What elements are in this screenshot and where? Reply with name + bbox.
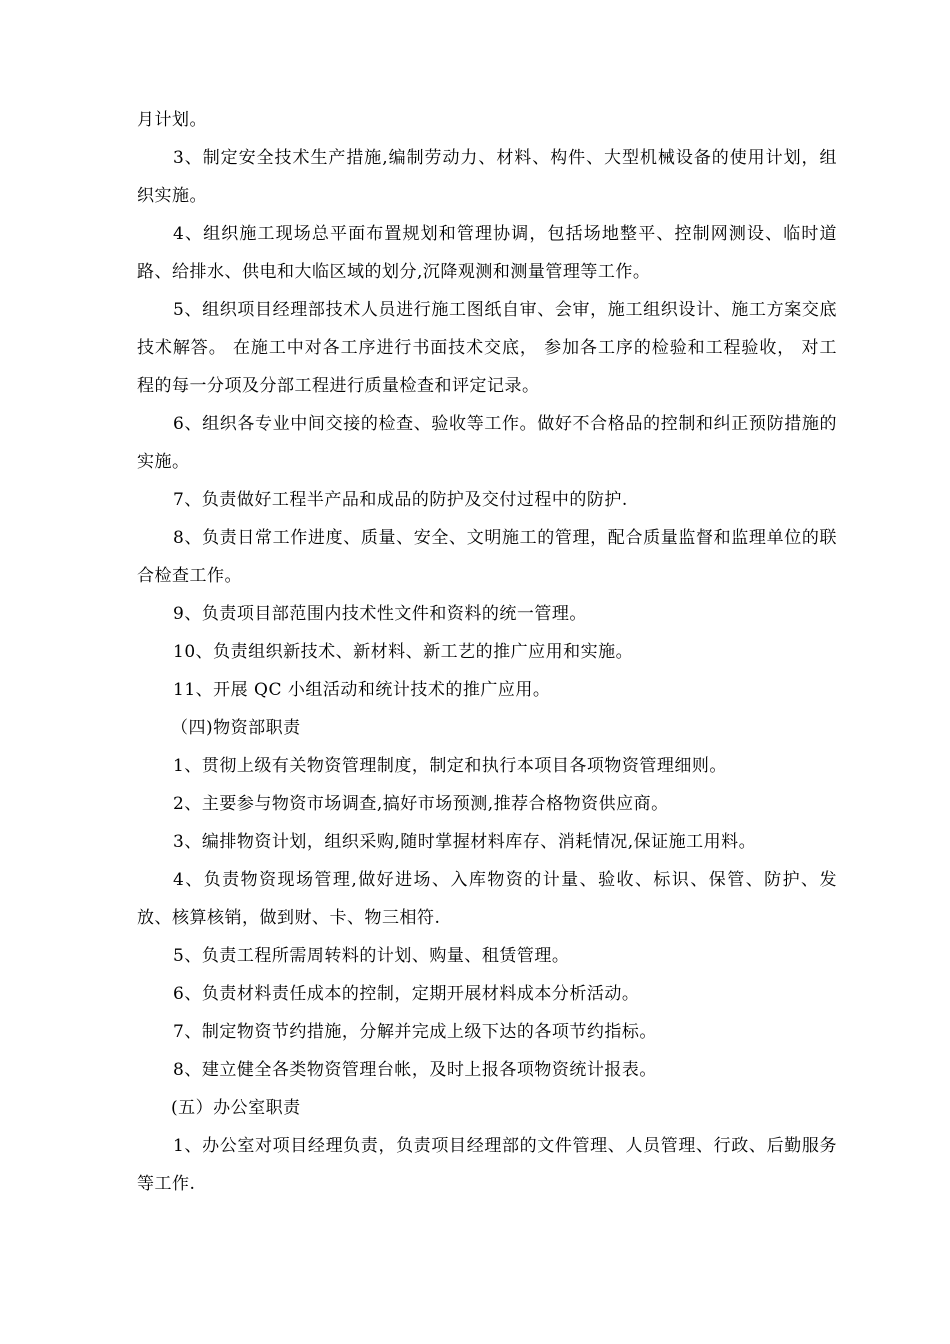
paragraph-item-9: 9、负责项目部范围内技术性文件和资料的统一管理。 [173,604,587,624]
paragraph-item-3: 3、制定安全技术生产措施,编制劳动力、材料、构件、大型机械设备的使用计划，组织实施。 [137,148,837,206]
paragraph-materials-item-8: 8、建立健全各类物资管理台帐，及时上报各项物资统计报表。 [173,1060,657,1080]
section-heading-materials-dept: （四)物资部职责 [171,718,301,738]
paragraph-item-7: 7、负责做好工程半产品和成品的防护及交付过程中的防护. [173,490,628,510]
paragraph-office-item-1: 1、办公室对项目经理负责，负责项目经理部的文件管理、人员管理、行政、后勤服务等工作. [137,1136,837,1194]
paragraph-item-11: 11、开展 QC 小组活动和统计技术的推广应用。 [173,680,551,700]
paragraph-materials-item-1: 1、贯彻上级有关物资管理制度，制定和执行本项目各项物资管理细则。 [173,756,727,776]
paragraph-materials-item-4: 4、负责物资现场管理,做好进场、入库物资的计量、验收、标识、保管、防护、发放、核算核销，做到财、卡、物三相符. [137,870,837,928]
paragraph-item-6: 6、组织各专业中间交接的检查、验收等工作。做好不合格品的控制和纠正预防措施的实施。 [137,414,837,472]
section-heading-office: (五）办公室职责 [171,1098,301,1118]
paragraph-item-5: 5、组织项目经理部技术人员进行施工图纸自审、会审，施工组织设计、施工方案交底技术解答。 在施工中对各工序进行书面技术交底， 参加各工序的检验和工程验收， 对工程的每一分项及分部工程进行质量检查和评定记录。 [137,300,837,396]
paragraph-materials-item-2: 2、主要参与物资市场调查,搞好市场预测,推荐合格物资供应商。 [173,794,669,814]
paragraph-continuation: 月计划。 [137,110,207,130]
document-body [137,101,837,1203]
paragraph-item-8: 8、负责日常工作进度、质量、安全、文明施工的管理，配合质量监督和监理单位的联合检查工作。 [137,528,837,586]
paragraph-materials-item-6: 6、负责材料责任成本的控制，定期开展材料成本分析活动。 [173,984,640,1004]
paragraph-item-10: 10、负责组织新技术、新材料、新工艺的推广应用和实施。 [173,642,634,662]
paragraph-materials-item-3: 3、编排物资计划，组织采购,随时掌握材料库存、消耗情况,保证施工用料。 [173,832,757,852]
paragraph-item-4: 4、组织施工现场总平面布置规划和管理协调，包括场地整平、控制网测设、临时道路、给排水、供电和大临区域的划分,沉降观测和测量管理等工作。 [137,224,837,282]
paragraph-materials-item-5: 5、负责工程所需周转料的计划、购量、租赁管理。 [173,946,570,966]
paragraph-materials-item-7: 7、制定物资节约措施，分解并完成上级下达的各项节约指标。 [173,1022,657,1042]
